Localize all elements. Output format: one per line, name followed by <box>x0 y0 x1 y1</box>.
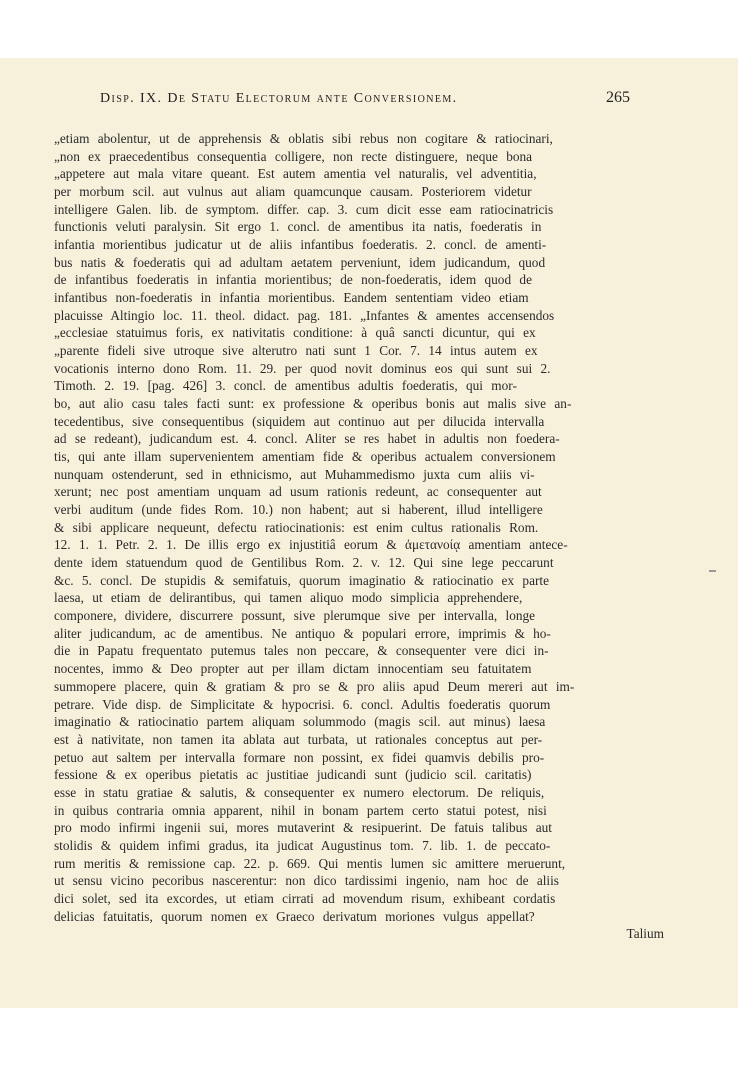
text-line: stolidis & quidem infimi gradus, ita judicat Augustinus tom. 7. lib. 1. de peccato- <box>54 837 551 853</box>
text-line: nunquam ostenderunt, sed in ethnicismo, aut Muhammedismo juxta cum aliis vi- <box>54 466 535 482</box>
page-number: 265 <box>606 89 630 106</box>
text-line: „ecclesiae statuimus foris, ex nativitatis conditione: à quâ sancti dicuntur, qui ex <box>54 325 536 341</box>
text-line: summopere placere, quin & gratiam & pro se & pro aliis apud Deum mereri aut im- <box>54 678 575 694</box>
text-line: die in Papatu frequentato putemus tales non peccare, & consequenter vere dici in- <box>54 643 549 659</box>
text-line: infantibus non-foederatis in infantia morientibus. Eandem sententiam video etiam <box>54 290 529 306</box>
text-line: verbi auditum (unde fides Rom. 10.) non habent; aut si haberent, illud intelligere <box>54 502 543 518</box>
text-line: de infantibus foederatis in infantia morientibus; de non-foederatis, idem quod de <box>54 272 532 288</box>
text-line: intelligere Galen. lib. de symptom. differ. cap. 3. cum dicit esse eam ratiocinatricis <box>54 201 554 217</box>
text-line: fessione & ex operibus pietatis ac justitiae judicandi sunt (judicio scil. caritatis) <box>54 767 532 783</box>
page-header <box>96 89 630 113</box>
book-page <box>0 58 738 1008</box>
text-line: ad se redeant), judicandum est. 4. concl. Aliter se res habet in adultis non foedera- <box>54 431 560 447</box>
text-line: 12. 1. 1. Petr. 2. 1. De illis ergo ex injustitiâ eorum & ἀμετανοίᾳ amentiam antece- <box>54 537 568 553</box>
body-text <box>54 130 664 943</box>
text-line: ut sensu vicino pecoribus nascerentur: non dico tardissimi ingenio, nam hoc de aliis <box>54 873 559 889</box>
text-line: tis, qui ante illam supervenientem amentiam fide & operibus actualem conversionem <box>54 449 556 465</box>
text-line: esse in statu gratiae & salutis, & consequenter ex numero electorum. De reliquis, <box>54 784 545 800</box>
text-line: „etiam abolentur, ut de apprehensis & oblatis sibi rebus non cogitare & ratiocinari, <box>54 131 553 146</box>
text-line: pro modo infirmi ingenii sui, mores mutaverint & resipuerint. De fatuis talibus aut <box>54 820 552 836</box>
text-line: functionis veluti paralysin. Sit ergo 1. concl. de amentibus ita natis, foederatis in <box>54 219 542 235</box>
text-line: aliter judicandum, ac de amentibus. Ne antiquo & populari errore, imprimis & ho- <box>54 625 551 641</box>
text-line: dici solet, sed ita excordes, ut etiam cirrati ad movendum risum, exhibeant cordatis <box>54 890 556 906</box>
text-line: „parente fideli sive utroque sive alterutro nati sunt 1 Cor. 7. 14 intus autem ex <box>54 343 538 359</box>
text-line: &c. 5. concl. De stupidis & semifatuis, quorum imaginatio & ratiocinatio ex parte <box>54 572 550 588</box>
text-line: delicias fatuitatis, quorum nomen ex Graeco derivatum moriones vulgus appellat? <box>54 908 535 924</box>
text-line: Timoth. 2. 19. [pag. 426] 3. concl. de amentibus adultis foederatis, qui mor- <box>54 378 517 394</box>
text-line: per morbum scil. aut vulnus aut aliam quamcunque causam. Posteriorem videtur <box>54 184 532 200</box>
text-line: rum meritis & remissione cap. 22. p. 669. Qui mentis lumen sic amittere meruerunt, <box>54 855 566 871</box>
text-line: bo, aut alio casu tales facti sunt: ex professione & operibus bonis aut malis sive an- <box>54 396 572 412</box>
text-line: dente idem statuendum quod de Gentilibus Rom. 2. v. 12. Qui sine lege peccarunt <box>54 555 554 571</box>
text-line: petuo aut saltem per intervalla formare non possint, ex fidei quamvis debilis pro- <box>54 749 545 765</box>
text-line: Talium <box>626 926 664 942</box>
text-line: est à nativitate, non tamen ita ablata aut turbata, ut rationales conceptus aut per- <box>54 731 543 747</box>
text-line: tecedentibus, sive consequentibus (siquidem aut continuo aut per dilucida intervalla <box>54 413 545 429</box>
running-head: Disp. IX. De Statu Electorum ante Conversionem. <box>100 91 458 106</box>
text-line: & sibi applicare nequeunt, defectu ratiocinationis: est enim cultus rationalis Rom. <box>54 519 539 535</box>
text-line: „non ex praecedentibus consequentia colligere, non recte distinguere, neque bona <box>54 148 533 164</box>
text-line: bus natis & foederatis qui ad adultam aetatem perveniunt, idem judicandum, quod <box>54 254 546 270</box>
text-line: infantia morientibus judicatur ut de aliis infantibus foederatis. 2. concl. de amenti- <box>54 237 547 253</box>
text-line: „appetere aut mala vitare queant. Est autem amentia vel naturalis, vel adventitia, <box>54 166 537 182</box>
text-line: imaginatio & ratiocinatio partem aliquam solummodo (magis scil. aut minus) laesa <box>54 714 546 730</box>
text-line: placuisse Altingio loc. 11. theol. didact. pag. 181. „Infantes & amentes accensendos <box>54 307 555 323</box>
text-line: in quibus contraria omnia apparent, nihil in bonam partem certo statui potest, nisi <box>54 802 547 818</box>
text-line: vocationis interno dono Rom. 11. 29. per quod novit dominus eos qui sunt sui 2. <box>54 360 551 376</box>
text-line: nocentes, immo & Deo propter aut per illam dictam innocentiam seu fatuitatem <box>54 661 532 677</box>
text-line: componere, dividere, discurrere possunt, sive plerumque sive per intervalla, longe <box>54 608 536 624</box>
text-line: laesa, ut etiam de delirantibus, qui tamen aliquo modo simplicia apprehendere, <box>54 590 523 606</box>
text-line: xerunt; nec post amentiam unquam ad usum rationis redeunt, ac consequenter aut <box>54 484 542 500</box>
text-line: petrare. Vide disp. de Simplicitate & hypocrisi. 6. concl. Adultis foederatis quorum <box>54 696 551 712</box>
margin-mark <box>709 570 716 572</box>
